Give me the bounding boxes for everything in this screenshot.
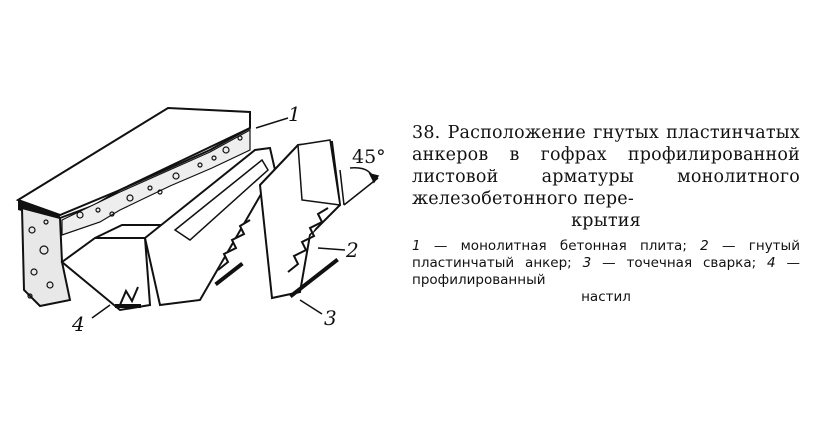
profiled-deck-illustration [0, 0, 400, 425]
label-3: 3 [324, 306, 337, 330]
label-4: 4 [72, 312, 85, 336]
figure-caption [412, 122, 800, 306]
legend-text-1: — монолитная бетонная плита; [420, 238, 701, 254]
legend-text-3: — точечная сварка; [591, 255, 768, 271]
caption-title [412, 122, 800, 232]
deck-rib-1 [62, 238, 150, 310]
label-2: 2 [346, 238, 359, 262]
figure-drawing [0, 0, 400, 425]
legend-text-4: — профилированный [412, 255, 801, 288]
angle-indicator [340, 168, 378, 205]
label-1: 1 [288, 102, 301, 126]
legend-num-4: 4 [767, 255, 776, 271]
legend-num-3: 3 [582, 255, 592, 271]
legend-num-2: 2 [700, 238, 709, 254]
caption-legend [412, 238, 800, 306]
angle-label: 45° [352, 146, 386, 168]
caption-title-main: 38. Расположение гнутых пластинчатых анкеров в гофрах профилированной листовой арматуры монолитного железобетонного пере- [412, 123, 800, 209]
caption-title-last: крытия [571, 211, 641, 231]
legend-num-1: 1 [412, 238, 421, 254]
legend-last: настил [581, 289, 631, 305]
legend-text-2: — гнутый пластинчатый анкер; [412, 238, 800, 271]
